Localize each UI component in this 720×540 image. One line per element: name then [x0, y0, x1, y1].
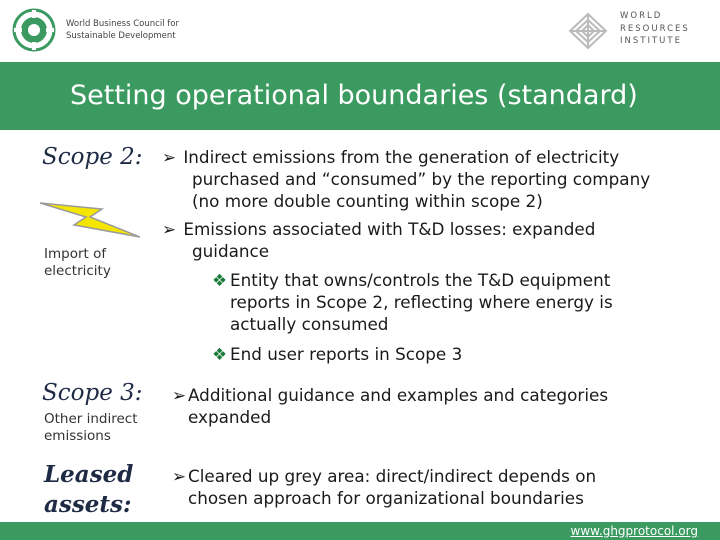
slide-header: [0, 0, 720, 62]
arrow-bullet-icon: ➢: [162, 219, 177, 239]
leased-assets-bullet: ➢ Cleared up grey area: direct/indirect depends on chosen approach for organizational boundaries: [172, 466, 597, 508]
arrow-bullet-icon: ➢: [172, 385, 187, 405]
arrow-bullet-icon: ➢: [172, 466, 187, 486]
title-bar: [0, 62, 720, 130]
diamond-bullet-icon: ❖: [212, 270, 228, 290]
scope2-label: Scope 2:: [42, 144, 143, 170]
wbcsd-name: World Business Council for Sustainable Development: [66, 19, 179, 41]
scope3-label: Scope 3:: [42, 380, 143, 406]
scope3-description: Other indirect emissions: [44, 411, 138, 444]
wri-logo-icon: [566, 12, 610, 50]
scope2-bullet-indirect: ➢ Indirect emissions from the generation of electricity purchased and “consumed” by the reporting company (no more double counting within scope 2): [162, 147, 651, 211]
scope2-bullet-td-losses: ➢ Emissions associated with T&D losses: expanded guidance: [162, 219, 596, 261]
wri-name: WORLD RESOURCES INSTITUTE: [620, 11, 690, 46]
scope2-sub-bullet-entity: ❖ Entity that owns/controls the T&D equipment reports in Scope 2, reflecting where energy is actually consumed: [212, 270, 613, 334]
arrow-bullet-icon: ➢: [162, 147, 177, 167]
leased-assets-label: Leased assets:: [44, 461, 134, 518]
diamond-bullet-icon: ❖: [212, 344, 228, 364]
wbcsd-logo-icon: [12, 8, 56, 52]
scope2-sub-bullet-end-user: ❖ End user reports in Scope 3: [212, 344, 463, 364]
lightning-bolt-icon: [40, 195, 140, 243]
scope2-description: Import of electricity: [44, 246, 111, 279]
slide-title: Setting operational boundaries (standard): [70, 80, 638, 111]
ghgprotocol-link[interactable]: www.ghgprotocol.org: [570, 524, 698, 538]
scope3-bullet: ➢ Additional guidance and examples and categories expanded: [172, 385, 609, 427]
